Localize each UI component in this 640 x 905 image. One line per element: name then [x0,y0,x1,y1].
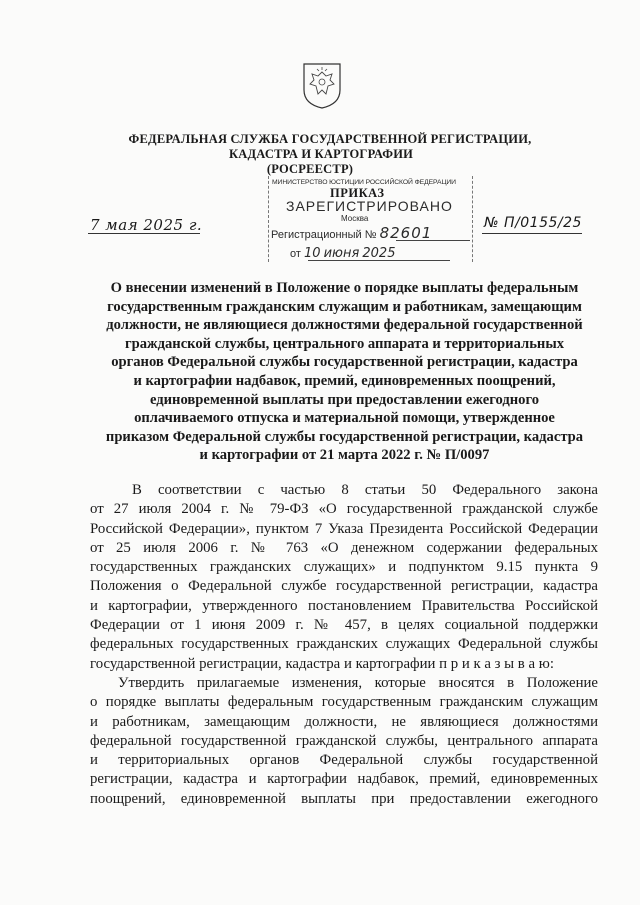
title-line: и картографии надбавок, премий, единовременных поощрений, [133,372,556,389]
body-line: Федерации от 1 июня 2009 г. № 457, в целях социальной поддержки [90,617,598,634]
document-type: ПРИКАЗ [330,186,385,200]
title-line: должности, не являющиеся должностями федеральной государственной [106,317,583,334]
stamp-city: Москва [341,214,369,223]
body-line: государственных гражданских служащих» и подпунктом 9.15 пункта 9 [90,559,598,576]
body-line: В соответствии с частью 8 статьи 50 Федерального закона [132,482,598,498]
body-line: Российской Федерации», пунктом 7 Указа Президента Российской Федерации [90,520,598,537]
order-date-underline [88,233,200,234]
document-title [92,279,597,465]
title-line: гражданской службы, центрального аппарата и территориальных [124,335,565,352]
agency-line-1: ФЕДЕРАЛЬНАЯ СЛУЖБА ГОСУДАРСТВЕННОЙ РЕГИСТРАЦИИ, [128,132,532,146]
document-body [90,481,598,809]
body-line: государственной регистрации, кадастра и картографии п р и к а з ы в а ю: [90,655,554,672]
order-number: № П/0155/25 [484,215,582,231]
order-number-underline [482,233,582,234]
stamp-ministry: МИНИСТЕРСТВО ЮСТИЦИИ РОССИЙСКОЙ ФЕДЕРАЦИИ [272,179,456,186]
body-line: от 27 июля 2004 г. № 79-ФЗ «О государственной гражданской службе [90,501,598,518]
stamp-date-underline [308,260,450,261]
paragraph-order [90,674,598,809]
body-line: поощрений, единовременной выплаты при предоставлении ежегодного [90,790,598,807]
stamp-date-year: 2025 [362,246,396,261]
stamp-regnum-label: Регистрационный № [271,229,377,241]
stamp-date-day: 10 [303,246,321,261]
title-line: государственным гражданским служащим и работникам, замещающим [107,298,582,315]
title-line: органов Федеральной службы государственной регистрации, кадастра [111,354,578,371]
title-line: О внесении изменений в Положение о порядке выплаты федеральным [110,280,579,296]
title-line: оплачиваемого отпуска и материальной помощи, утвержденное [134,410,555,427]
body-line: федеральной государственной гражданской службы, центрального аппарата [90,732,598,749]
title-line: и картографии от 21 марта 2022 г. № П/0097 [199,447,490,464]
body-line: и работникам, замещающим должности, не являющиеся должностями [90,713,598,730]
body-line: от 25 июля 2006 г. № 763 «О денежном содержании федеральных [90,539,598,556]
order-date: 7 мая 2025 г. [90,216,203,234]
stamp-date [290,246,395,261]
body-line: Положения о Федеральной службе государственной регистрации, кадастра [90,578,598,595]
stamp-date-month: июня [323,246,360,261]
body-line: Утвердить прилагаемые изменения, которые вносятся в Положение [118,674,598,691]
body-line: и территориальных органов Федеральной службы государственной [90,752,598,769]
stamp-regnum-underline [396,240,470,241]
stamp-date-prefix: от [290,248,301,260]
stamp-border-left [268,176,269,262]
stamp-regnum-value: 82601 [379,224,433,242]
agency-header [120,132,540,177]
body-line: регистрации, кадастра и картографии надбавок, премий, единовременных [90,771,598,788]
stamp-border-right [472,176,473,262]
paragraph-preamble [90,481,598,674]
body-line: федеральных государственных гражданских служащих Федеральной службы [90,636,598,653]
agency-line-2: КАДАСТРА И КАРТОГРАФИИ [228,147,414,161]
title-line: приказом Федеральной службы государственной регистрации, кадастра [105,428,584,445]
title-line: единовременной выплаты при предоставлении ежегодного [149,391,540,408]
body-line: и картографии, утвержденного постановлением Правительства Российской [90,597,598,614]
stamp-registered: ЗАРЕГИСТРИРОВАНО [286,198,453,214]
coat-of-arms-emblem [300,60,344,110]
agency-line-3: (РОСРЕЕСТР) [266,162,354,176]
body-line: о порядке выплаты федеральным государственным гражданским служащим [90,694,598,711]
